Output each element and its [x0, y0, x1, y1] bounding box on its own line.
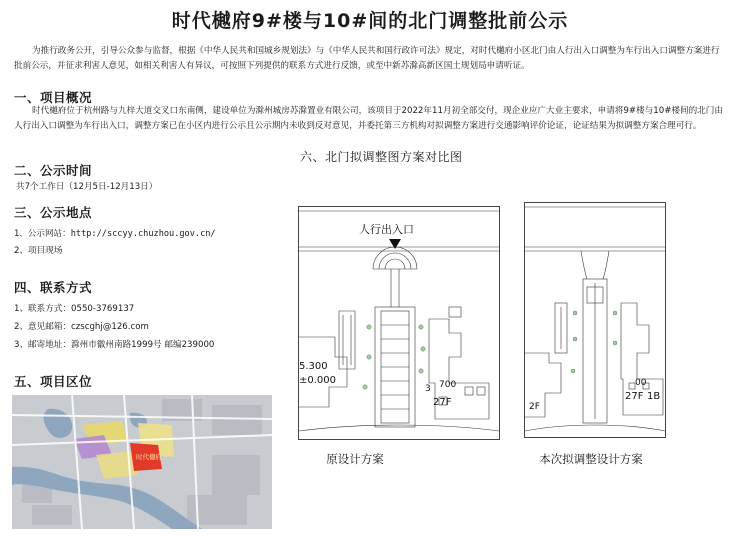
- proposed-plan: [524, 202, 666, 438]
- intro-paragraph: 为推行政务公开，引导公众参与监督，根据《中华人民共和国城乡规划法》与《中华人民共和国行政许可法》规定，对时代樾府小区北门由人行出入口调整为车行出入口调整方案进行批前公示，并征求利害人意见，如相关利害人有异议，可按照下列提供的联系方式进行反馈，或至中新苏滁高新区国土规划局申请听证。: [14, 46, 720, 71]
- location-site: 2、项目现场: [14, 246, 63, 256]
- location-heading: 三、公示地点: [14, 205, 93, 220]
- contact-heading: 四、联系方式: [14, 280, 93, 295]
- overview-heading: 一、项目概况: [14, 90, 93, 105]
- proposed-plan-drawing: [525, 203, 665, 437]
- proposed-bldg-left: 2F: [529, 402, 540, 412]
- original-bldg-floors: 27F: [433, 397, 452, 408]
- location-map-graphic: [12, 395, 272, 529]
- original-plan: [298, 206, 500, 440]
- location-map: [12, 395, 272, 529]
- overview-body: 时代樾府位于杭州路与九梓大道交叉口东南侧，建设单位为滁州城房苏滁置业有限公司，该项目于2022年11月初全部交付，现企业应广大业主要求，申请将9#楼与10#楼间的北门由人行出入口调整为车行出入口，调整方案已在小区内进行公示且公示期内未收到反对意见，并委托第三方机构对拟调整方案进行交通影响评价论证，论证结果为拟调整方案合理可行。: [14, 106, 723, 131]
- page-title: 时代樾府9#楼与10#间的北门调整批前公示: [171, 10, 569, 32]
- contact-phone: 1、联系方式：0550-3769137: [14, 304, 135, 314]
- proposed-bldg-code: 00: [635, 378, 647, 388]
- contact-address: 3、邮寄地址：滁州市徽州南路1999号 邮编239000: [14, 340, 215, 350]
- original-bldg-no: 3: [425, 384, 431, 394]
- period-body: 共7个工作日（12月5日-12月13日）: [16, 182, 158, 192]
- area-heading: 五、项目区位: [14, 374, 93, 389]
- original-plan-drawing: [299, 207, 499, 439]
- entrance-label: 人行出入口: [359, 223, 414, 236]
- original-elevation-1: 5.300: [299, 361, 328, 372]
- proposed-plan-caption: 本次拟调整设计方案: [539, 452, 643, 466]
- contact-email[interactable]: 2、意见邮箱：czscghj@126.com: [14, 322, 149, 332]
- proposed-bldg-no: 1B: [647, 391, 661, 402]
- site-label: 时代樾府: [136, 453, 162, 461]
- comparison-heading: 六、北门拟调整图方案对比图: [300, 150, 463, 164]
- original-bldg-code: 700: [439, 380, 457, 390]
- original-plan-caption: 原设计方案: [326, 452, 384, 466]
- location-website[interactable]: 1、公示网站：http://sccyy.chuzhou.gov.cn/: [14, 229, 216, 239]
- proposed-bldg-floors: 27F: [625, 391, 644, 402]
- original-elevation-2: ±0.000: [299, 375, 337, 386]
- period-heading: 二、公示时间: [14, 163, 93, 178]
